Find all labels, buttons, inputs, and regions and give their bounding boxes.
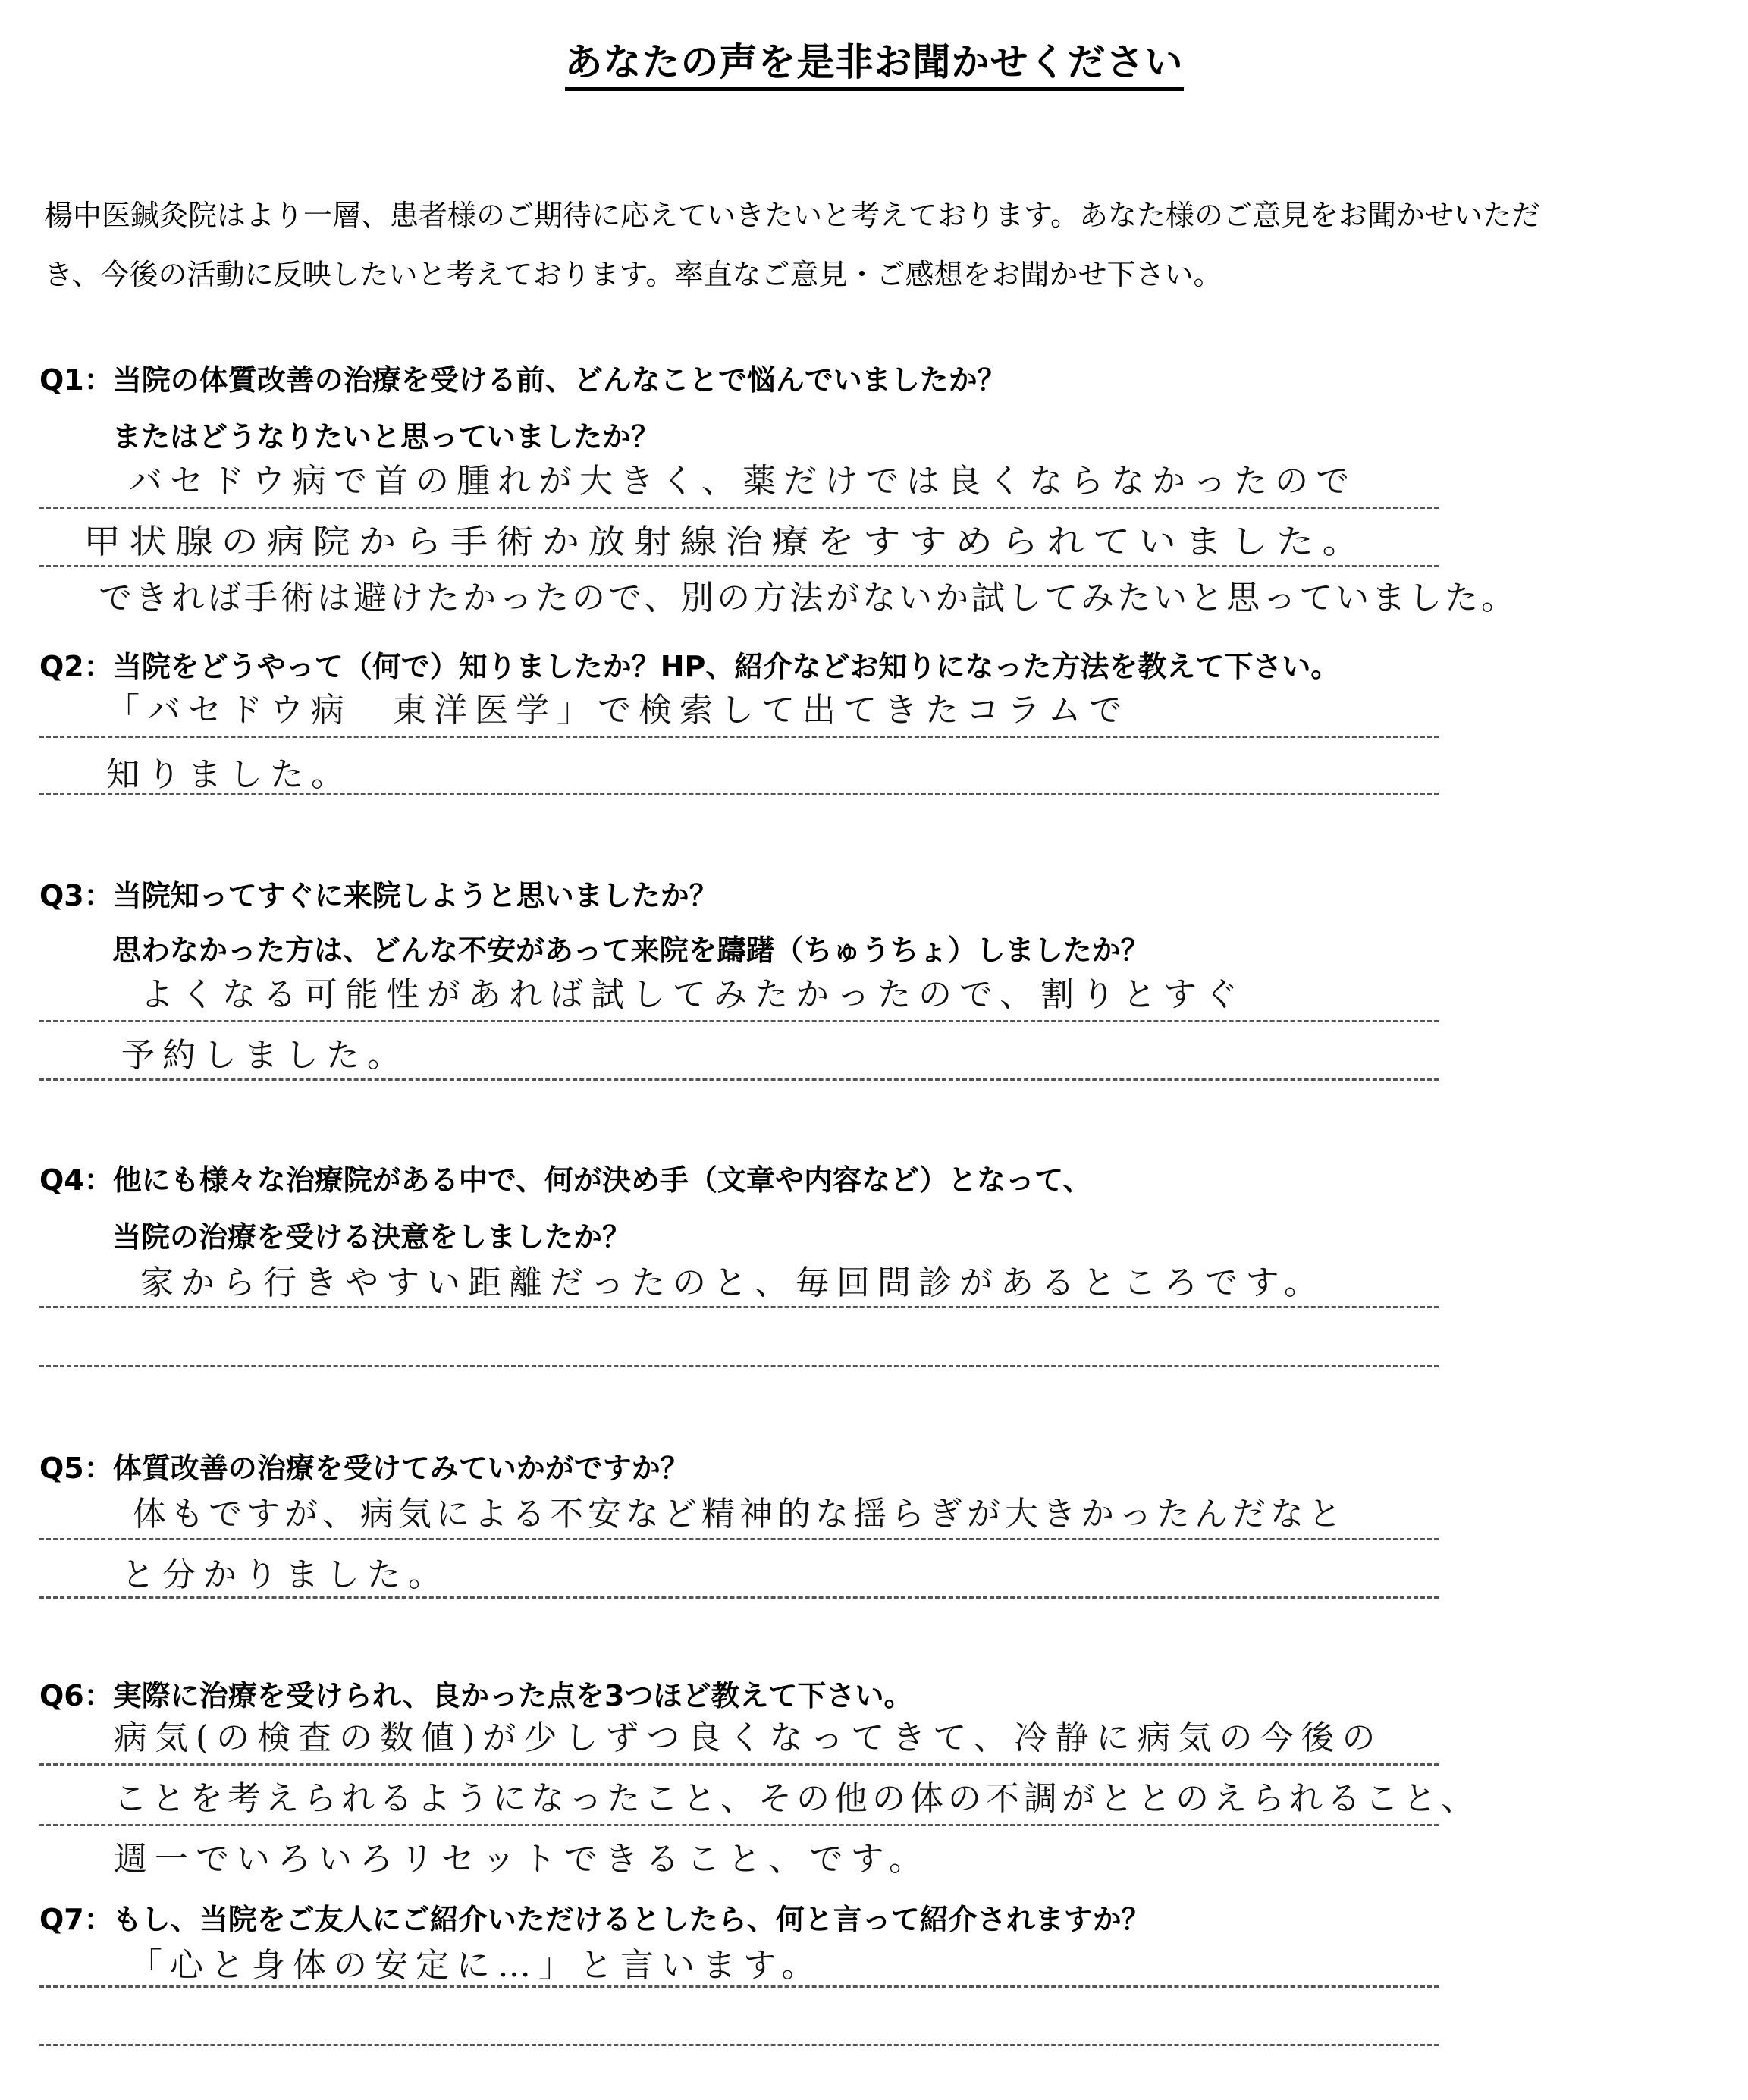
question-4-sub: 当院の治療を受ける決意をしましたか？ (112, 1220, 632, 1254)
answer-rule (39, 565, 1439, 567)
answer-rule (39, 2044, 1439, 2046)
answer-rule (39, 1763, 1439, 1766)
page-title (0, 32, 1748, 86)
answer-6-line-3: 週一でいろいろリセットできること、です。 (114, 1840, 930, 1879)
question-3: Q3：当院知ってすぐに来院しようと思いましたか？ (39, 879, 718, 912)
question-4: Q4：他にも様々な治療院がある中で、何が決め手（文章や内容など）となって、 (39, 1163, 1092, 1197)
answer-rule (39, 1985, 1439, 1988)
intro-line-2: き、今後の活動に反映したいと考えております。率直なご意見・ご感想をお聞かせ下さい。 (44, 258, 1222, 291)
answer-3-line-1: よくなる可能性があれば試してみたかったので、割りとすぐ (140, 975, 1246, 1014)
answer-6-line-2: ことを考えられるようになったこと、その他の体の不調がととのえられること、 (114, 1779, 1479, 1818)
answer-rule (39, 1365, 1439, 1367)
answer-rule (39, 1078, 1439, 1081)
answer-2-line-2: 知りました。 (106, 755, 352, 794)
question-1: Q1：当院の体質改善の治療を受ける前、どんなことで悩んでいましたか？ (39, 363, 1006, 397)
question-6: Q6：実際に治療を受けられ、良かった点を3つほど教えて下さい。 (39, 1679, 913, 1712)
question-5: Q5：体質改善の治療を受けてみていかがですか？ (39, 1452, 689, 1485)
answer-rule (39, 1538, 1439, 1540)
answer-3-line-2: 予約しました。 (121, 1036, 408, 1075)
question-7: Q7：もし、当院をご友人にご紹介いただけるとしたら、何と言って紹介されますか？ (39, 1903, 1150, 1936)
question-2: Q2：当院をどうやって（何で）知りましたか？HP、紹介などお知りになった方法を教えて下さい。 (39, 650, 1340, 683)
answer-rule (39, 1306, 1439, 1308)
answer-rule (39, 736, 1439, 738)
answer-rule (39, 793, 1439, 795)
answer-2-line-1: 「バセドウ病 東洋医学」で検索して出てきたコラムで (106, 691, 1130, 730)
answer-rule (39, 1596, 1439, 1599)
page-title-text: あなたの声を是非お聞かせください (565, 40, 1184, 91)
question-1-sub: またはどうなりたいと思っていましたか？ (112, 420, 661, 454)
answer-6-line-1: 病気(の検査の数値)が少しずつ良くなってきて、冷静に病気の今後の (114, 1719, 1383, 1757)
question-3-sub: 思わなかった方は、どんな不安があって来院を躊躇（ちゅうちょ）しましたか？ (112, 934, 1150, 967)
answer-rule (39, 1824, 1439, 1826)
answer-1-line-2: 甲状腺の病院から手術か放射線治療をすすめられていました。 (83, 523, 1368, 561)
answer-5-line-1: 体もですが、病気による不安など精神的な揺らぎが大きかったんだなと (133, 1495, 1346, 1533)
answer-rule (39, 1020, 1439, 1022)
answer-rule (39, 507, 1439, 509)
intro-line-1: 楊中医鍼灸院はより一層、患者様のご期待に応えていきたいと考えております。あなた様のご意見をお聞かせいただ (44, 199, 1540, 232)
answer-7-line-1: 「心と身体の安定に…」と言います。 (129, 1946, 823, 1985)
answer-4-line-1: 家から行きやすい距離だったのと、毎回問診があるところです。 (140, 1263, 1326, 1302)
answer-5-line-2: と分かりました。 (121, 1555, 449, 1594)
answer-1-line-1: バセドウ病で首の腫れが大きく、薬だけでは良くならなかったので (129, 462, 1357, 501)
answer-1-line-3: できれば手術は避けたかったので、別の方法がないか試してみたいと思っていました。 (99, 579, 1518, 617)
